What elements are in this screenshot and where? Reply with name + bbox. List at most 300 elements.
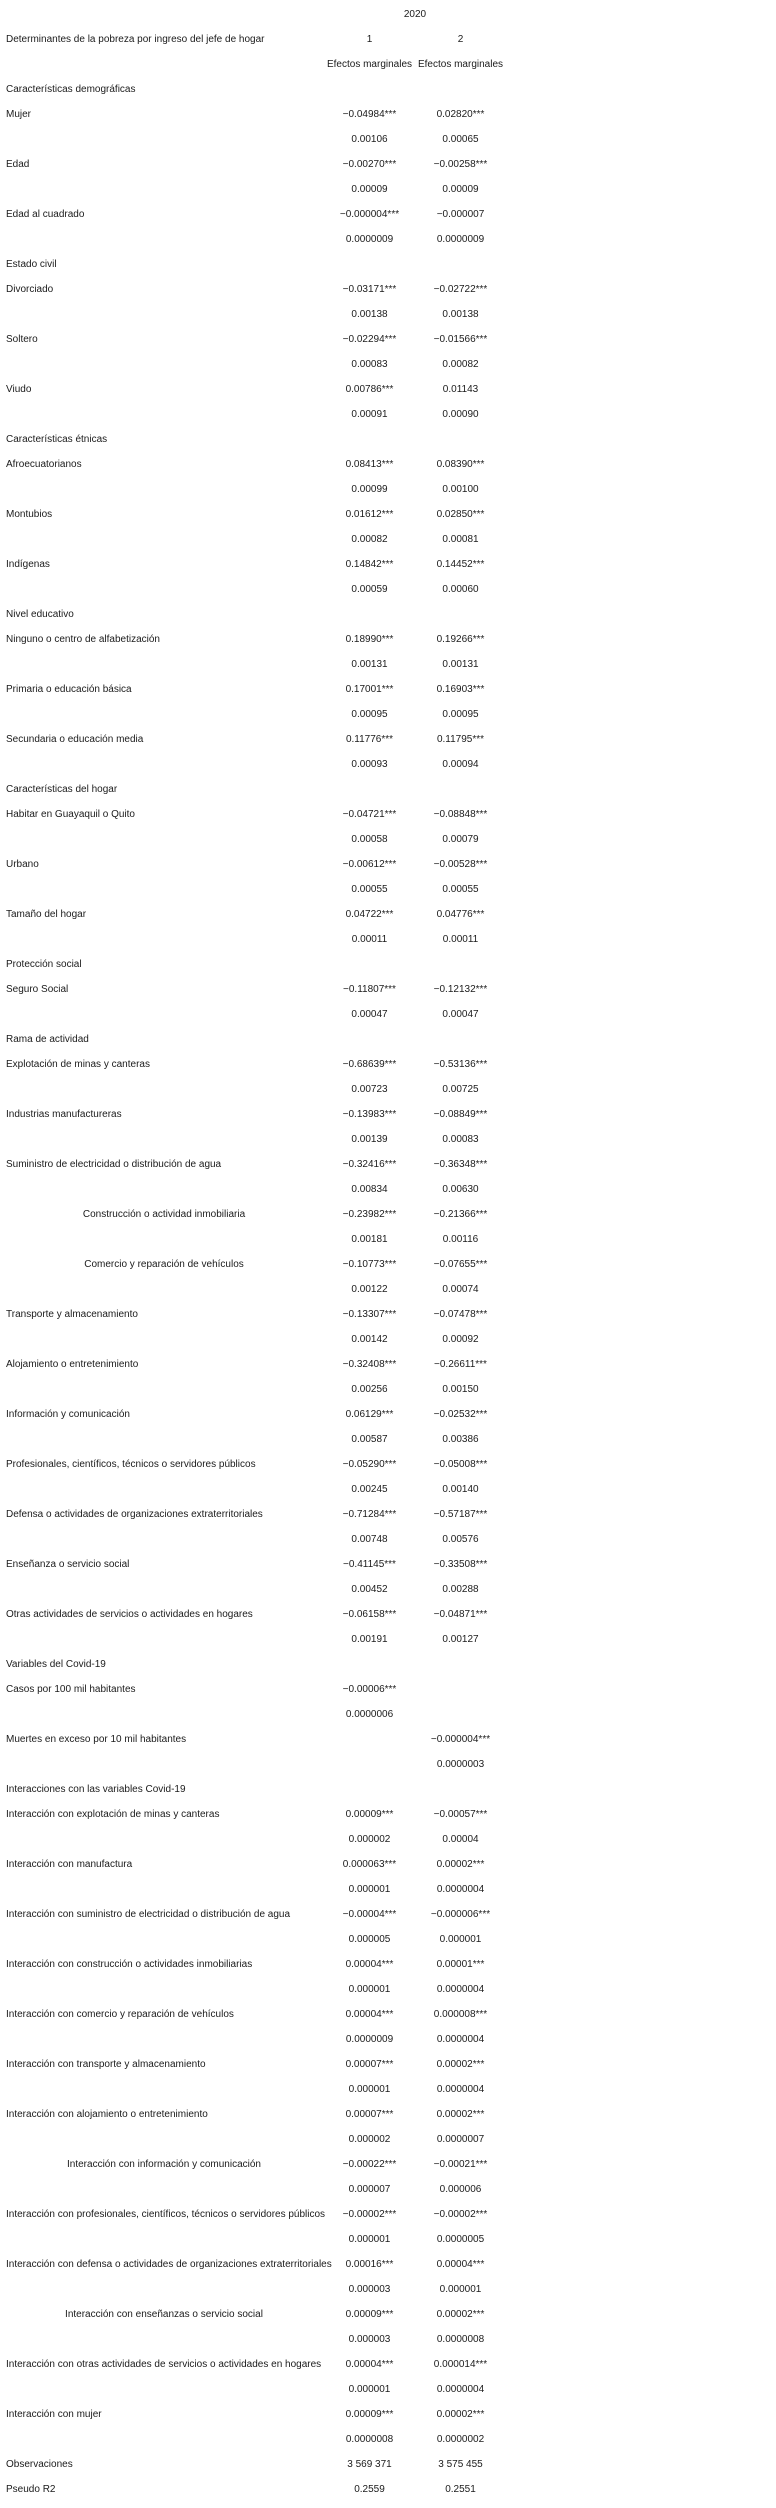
section-label: Variables del Covid-19 (6, 1659, 106, 1670)
coefficient-col2: 0.00002*** (436, 1859, 485, 1870)
standard-error-col1: 0.00256 (351, 1384, 388, 1395)
standard-error-row (4, 127, 506, 152)
variable-label: Interacción con mujer (6, 2409, 102, 2420)
coefficient-col2: 0.00001*** (436, 1959, 485, 1970)
coefficient-col2: −0.07655*** (433, 1259, 488, 1270)
standard-error-col2: 0.00081 (442, 534, 479, 545)
coefficient-col2: −0.21366*** (433, 1209, 488, 1220)
standard-error-col1: 0.0000008 (345, 2434, 394, 2445)
coefficient-col1: −0.41145*** (343, 1559, 396, 1570)
variable-label: Industrias manufactureras (6, 1109, 122, 1120)
standard-error-row (4, 2227, 506, 2252)
standard-error-col2: 0.00100 (442, 484, 479, 495)
standard-error-row (4, 2377, 506, 2402)
coefficient-col1: −0.06158*** (342, 1609, 397, 1620)
spacer-cell (4, 2027, 324, 2052)
variable-row (4, 102, 506, 127)
standard-error-col2: 0.00009 (442, 184, 479, 195)
standard-error-col2: 0.00090 (442, 409, 479, 420)
coefficient-col1: −0.00006*** (342, 1684, 397, 1695)
standard-error-row (4, 1277, 506, 1302)
spacer-cell (4, 1527, 324, 1552)
standard-error-col1: 0.00748 (351, 1534, 388, 1545)
column-subheader-row (4, 52, 506, 77)
standard-error-col1: 0.00093 (351, 759, 388, 770)
section-header-row (4, 1027, 506, 1052)
standard-error-row (4, 1002, 506, 1027)
standard-error-row (4, 1827, 506, 1852)
standard-error-row (4, 1527, 506, 1552)
standard-error-row (4, 877, 506, 902)
column-2-number: 2 (457, 34, 464, 45)
coefficient-col2: 0.02850*** (436, 509, 485, 520)
variable-label: Interacción con alojamiento o entretenimiento (6, 2109, 208, 2120)
section-label: Características del hogar (6, 784, 118, 795)
standard-error-col2: 0.00055 (442, 884, 479, 895)
results-table (4, 2, 506, 2502)
variable-row (4, 1202, 506, 1227)
variable-row (4, 727, 506, 752)
standard-error-row (4, 1477, 506, 1502)
standard-error-col1: 0.00099 (351, 484, 388, 495)
variable-label: Profesionales, científicos, técnicos o servidores públicos (6, 1459, 256, 1470)
variable-label: Interacción con defensa o actividades de organizaciones extraterritoriales (6, 2259, 332, 2270)
spacer-cell (4, 1127, 324, 1152)
standard-error-col1: 0.00131 (351, 659, 388, 670)
spacer-cell (4, 2177, 324, 2202)
spacer-cell (4, 177, 324, 202)
coefficient-col2: 0.04776*** (436, 909, 485, 920)
spacer-cell (4, 1477, 324, 1502)
spacer-cell (4, 2377, 324, 2402)
standard-error-col2: 0.00116 (442, 1234, 479, 1245)
coefficient-col1: 0.11776*** (345, 734, 394, 745)
coefficient-col2: −0.00258*** (433, 159, 488, 170)
spacer-cell (4, 2127, 324, 2152)
standard-error-col2: 0.00095 (442, 709, 479, 720)
coefficient-col1: 0.14842*** (345, 559, 394, 570)
coefficient-col1: 0.00004*** (345, 2009, 394, 2020)
standard-error-col2: 0.00576 (442, 1534, 479, 1545)
coefficient-col1: 0.00009*** (345, 2409, 394, 2420)
coefficient-col2: 0.01143 (442, 384, 479, 395)
variable-label: Interacción con enseñanzas o servicio social (65, 2309, 263, 2320)
variable-label: Habitar en Guayaquil o Quito (6, 809, 135, 820)
spacer-cell (4, 402, 324, 427)
standard-error-col2: 0.000001 (439, 2284, 482, 2295)
standard-error-col1: 0.00047 (351, 1009, 388, 1020)
spacer-cell (4, 302, 324, 327)
section-header-row (4, 952, 506, 977)
variable-row (4, 502, 506, 527)
spacer-cell (4, 2077, 324, 2102)
spacer-cell (4, 352, 324, 377)
coefficient-col2: 0.14452*** (436, 559, 485, 570)
coefficient-col1: −0.23982*** (342, 1209, 397, 1220)
section-header-row (4, 77, 506, 102)
variable-row (4, 2402, 506, 2427)
spacer-cell (4, 227, 324, 252)
spacer-cell (4, 1702, 324, 1727)
standard-error-row (4, 1327, 506, 1352)
variable-label: Comercio y reparación de vehículos (84, 1259, 244, 1270)
coefficient-col2: 0.08390*** (436, 459, 485, 470)
coefficient-col2: −0.57187*** (433, 1509, 488, 1520)
standard-error-col2: 0.00074 (442, 1284, 479, 1295)
variable-row (4, 1402, 506, 1427)
standard-error-col2: 0.00386 (442, 1434, 479, 1445)
spacer-cell (4, 1377, 324, 1402)
standard-error-row (4, 1227, 506, 1252)
standard-error-row (4, 2427, 506, 2452)
standard-error-row (4, 2027, 506, 2052)
spacer-cell (4, 1627, 324, 1652)
standard-error-col1: 0.00452 (351, 1584, 388, 1595)
variable-label: Transporte y almacenamiento (6, 1309, 138, 1320)
spacer-cell (4, 752, 324, 777)
coefficient-col2: −0.01566*** (433, 334, 488, 345)
section-label: Estado civil (6, 259, 57, 270)
variable-row (4, 1952, 506, 1977)
standard-error-col1: 0.00122 (351, 1284, 388, 1295)
variable-row (4, 377, 506, 402)
variable-label: Interacción con manufactura (6, 1859, 133, 1870)
variable-row (4, 2102, 506, 2127)
coefficient-col2: −0.07478*** (433, 1309, 488, 1320)
standard-error-row (4, 227, 506, 252)
standard-error-col2 (415, 1702, 506, 1727)
standard-error-col1 (324, 1752, 415, 1777)
coefficient-col1: −0.13307*** (342, 1309, 397, 1320)
variable-row (4, 1727, 506, 1752)
variable-label: Primaria o educación básica (6, 684, 132, 695)
standard-error-col1: 0.000001 (348, 2384, 391, 2395)
spacer-cell (4, 127, 324, 152)
coefficient-col2: −0.04871*** (433, 1609, 488, 1620)
coefficient-col1: 0.00004*** (345, 2359, 394, 2370)
spacer-cell (4, 827, 324, 852)
year-header-row (4, 2, 506, 27)
variable-row (4, 1552, 506, 1577)
standard-error-col2: 0.0000004 (436, 1884, 485, 1895)
standard-error-col2: 0.00138 (442, 309, 479, 320)
spacer-cell (4, 1277, 324, 1302)
standard-error-col1: 0.000001 (348, 1884, 391, 1895)
coefficient-col2: −0.05008*** (433, 1459, 488, 1470)
standard-error-row (4, 2277, 506, 2302)
standard-error-col2: 0.0000004 (436, 1984, 485, 1995)
coefficient-col2: 0.02820*** (436, 109, 485, 120)
section-label: Interacciones con las variables Covid-19 (6, 1784, 186, 1795)
variable-row (4, 327, 506, 352)
coefficient-col1: −0.00612*** (342, 859, 397, 870)
variable-row (4, 2252, 506, 2277)
coefficient-col1: 0.08413*** (345, 459, 394, 470)
standard-error-col2: 0.00725 (442, 1084, 479, 1095)
coefficient-col1: −0.68639*** (342, 1059, 397, 1070)
standard-error-col2: 0.00630 (442, 1184, 479, 1195)
statistic-col2: 0.2551 (445, 2484, 476, 2495)
table-body (4, 77, 506, 2502)
standard-error-col1: 0.00142 (351, 1334, 388, 1345)
coefficient-col1: −0.00022*** (342, 2159, 397, 2170)
standard-error-col1: 0.00723 (351, 1084, 388, 1095)
standard-error-row (4, 352, 506, 377)
column-1-subheader: Efectos marginales (326, 59, 413, 70)
coefficient-col2: −0.00528*** (433, 859, 488, 870)
standard-error-row (4, 1177, 506, 1202)
standard-error-col1: 0.00091 (351, 409, 388, 420)
standard-error-col1: 0.00834 (351, 1184, 388, 1195)
variable-label: Alojamiento o entretenimiento (6, 1359, 139, 1370)
coefficient-col1: −0.13983*** (342, 1109, 397, 1120)
standard-error-col1: 0.000003 (348, 2284, 391, 2295)
coefficient-col2 (415, 1677, 506, 1702)
variable-row (4, 1352, 506, 1377)
coefficient-col2: 0.00002*** (436, 2109, 485, 2120)
spacer-cell (4, 1827, 324, 1852)
spacer-cell (4, 577, 324, 602)
coefficient-col2: 0.000014*** (433, 2359, 488, 2370)
variable-row (4, 2302, 506, 2327)
section-label: Características demográficas (6, 84, 136, 95)
variable-label: Muertes en exceso por 10 mil habitantes (6, 1734, 187, 1745)
standard-error-col1: 0.00191 (351, 1634, 388, 1645)
coefficient-col1: −0.04984*** (342, 109, 397, 120)
standard-error-col1: 0.00181 (351, 1234, 388, 1245)
variable-label: Interacción con construcción o actividades inmobiliarias (6, 1959, 253, 1970)
variable-row (4, 277, 506, 302)
standard-error-col2: 0.00004 (442, 1834, 479, 1845)
standard-error-col2: 0.0000005 (436, 2234, 485, 2245)
spacer-cell (4, 1327, 324, 1352)
coefficient-col1: −0.04721*** (342, 809, 397, 820)
standard-error-col1: 0.00138 (351, 309, 388, 320)
standard-error-col1: 0.0000009 (345, 2034, 394, 2045)
variable-row (4, 1502, 506, 1527)
variable-row (4, 1677, 506, 1702)
spacer-cell (4, 702, 324, 727)
section-label: Nivel educativo (6, 609, 74, 620)
standard-error-row (4, 927, 506, 952)
coefficient-col1: 0.06129*** (345, 1409, 394, 1420)
variable-row (4, 852, 506, 877)
section-header-row (4, 427, 506, 452)
variable-label: Casos por 100 mil habitantes (6, 1684, 136, 1695)
variable-row (4, 977, 506, 1002)
standard-error-col2: 0.000001 (439, 1934, 482, 1945)
standard-error-col1: 0.00055 (351, 884, 388, 895)
coefficient-col2: 0.000008*** (433, 2009, 488, 2020)
standard-error-col1: 0.00058 (351, 834, 388, 845)
variable-label: Construcción o actividad inmobiliaria (82, 1209, 246, 1220)
variable-label: Urbano (6, 859, 39, 870)
standard-error-col2: 0.0000004 (436, 2384, 485, 2395)
variable-row (4, 2052, 506, 2077)
standard-error-col2: 0.00065 (442, 134, 479, 145)
variable-label: Edad al cuadrado (6, 209, 85, 220)
standard-error-row (4, 1377, 506, 1402)
standard-error-row (4, 652, 506, 677)
standard-error-col1: 0.00009 (351, 184, 388, 195)
variable-row (4, 2002, 506, 2027)
variable-row (4, 452, 506, 477)
coefficient-col2: 0.00002*** (436, 2409, 485, 2420)
coefficient-col2: −0.36348*** (433, 1159, 488, 1170)
variable-label: Tamaño del hogar (6, 909, 87, 920)
spacer-cell (4, 527, 324, 552)
variable-label: Información y comunicación (6, 1409, 130, 1420)
statistic-col2: 3 575 455 (438, 2459, 483, 2470)
coefficient-col1: 0.00004*** (345, 1959, 394, 1970)
coefficient-col2: −0.33508*** (433, 1559, 488, 1570)
statistic-label: Pseudo R2 (6, 2484, 56, 2495)
variable-row (4, 2202, 506, 2227)
section-label: Rama de actividad (6, 1034, 89, 1045)
standard-error-col1: 0.00083 (351, 359, 388, 370)
standard-error-col2: 0.000006 (439, 2184, 482, 2195)
coefficient-col1: 0.00007*** (345, 2109, 394, 2120)
variable-label: Enseñanza o servicio social (6, 1559, 130, 1570)
variable-row (4, 1052, 506, 1077)
spacer-cell (4, 927, 324, 952)
spacer-cell (4, 652, 324, 677)
coefficient-col1: −0.32416*** (342, 1159, 397, 1170)
standard-error-row (4, 1627, 506, 1652)
variable-label: Defensa o actividades de organizaciones extraterritoriales (6, 1509, 263, 1520)
variable-label: Interacción con comercio y reparación de vehículos (6, 2009, 234, 2020)
coefficient-col2: −0.08848*** (433, 809, 488, 820)
coefficient-col1: −0.71284*** (342, 1509, 397, 1520)
column-number-row (4, 27, 506, 52)
standard-error-row (4, 577, 506, 602)
section-header-row (4, 602, 506, 627)
spacer-cell (4, 2227, 324, 2252)
coefficient-col2: 0.19266*** (436, 634, 485, 645)
standard-error-col1: 0.00082 (351, 534, 388, 545)
variable-label: Ninguno o centro de alfabetización (6, 634, 160, 645)
coefficient-col2: 0.16903*** (436, 684, 485, 695)
coefficient-col2: −0.000007 (436, 209, 485, 220)
standard-error-col1: 0.00106 (351, 134, 388, 145)
variable-row (4, 1902, 506, 1927)
variable-label: Interacción con transporte y almacenamiento (6, 2059, 206, 2070)
coefficient-col1: −0.03171*** (342, 284, 397, 295)
coefficient-col1: 0.00786*** (345, 384, 394, 395)
variable-row (4, 2352, 506, 2377)
variable-row (4, 677, 506, 702)
table-title: Determinantes de la pobreza por ingreso del jefe de hogar (6, 34, 265, 45)
variable-label: Indígenas (6, 559, 50, 570)
variable-row (4, 552, 506, 577)
standard-error-row (4, 752, 506, 777)
standard-error-row (4, 1577, 506, 1602)
coefficient-col2: −0.26611*** (434, 1359, 487, 1370)
statistic-row (4, 2477, 506, 2502)
standard-error-col1: 0.000001 (348, 2234, 391, 2245)
coefficient-col2: 0.00002*** (436, 2309, 485, 2320)
coefficient-col1 (324, 1727, 415, 1752)
standard-error-col2: 0.00011 (442, 934, 479, 945)
coefficient-col1: 0.01612*** (345, 509, 394, 520)
column-2-subheader: Efectos marginales (417, 59, 504, 70)
variable-label: Afroecuatorianos (6, 459, 82, 470)
standard-error-col2: 0.0000007 (436, 2134, 485, 2145)
variable-row (4, 1102, 506, 1127)
coefficient-col2: −0.00002*** (433, 2209, 488, 2220)
standard-error-row (4, 702, 506, 727)
coefficient-col1: 0.00009*** (345, 1809, 394, 1820)
variable-row (4, 202, 506, 227)
standard-error-col1: 0.00245 (351, 1484, 388, 1495)
variable-label: Suministro de electricidad o distribución de agua (6, 1159, 222, 1170)
variable-row (4, 1152, 506, 1177)
standard-error-col1: 0.0000006 (345, 1709, 394, 1720)
standard-error-col1: 0.000007 (348, 2184, 391, 2195)
spacer-cell (4, 2427, 324, 2452)
variable-label: Mujer (6, 109, 32, 120)
variable-label: Interacción con otras actividades de servicios o actividades en hogares (6, 2359, 322, 2370)
spacer-cell (4, 1002, 324, 1027)
standard-error-col1: 0.00059 (351, 584, 388, 595)
year-header: 2020 (403, 9, 427, 20)
coefficient-col1: 0.04722*** (345, 909, 394, 920)
variable-label: Explotación de minas y canteras (6, 1059, 150, 1070)
standard-error-col2: 0.00127 (442, 1634, 479, 1645)
standard-error-row (4, 2127, 506, 2152)
coefficient-col1: 0.00016*** (345, 2259, 394, 2270)
standard-error-col1: 0.00011 (351, 934, 388, 945)
standard-error-row (4, 1427, 506, 1452)
standard-error-row (4, 2177, 506, 2202)
variable-label: Interacción con suministro de electricidad o distribución de agua (6, 1909, 291, 1920)
coefficient-col2: −0.000006*** (430, 1909, 491, 1920)
variable-label: Seguro Social (6, 984, 69, 995)
standard-error-row (4, 1752, 506, 1777)
standard-error-row (4, 1877, 506, 1902)
standard-error-col2: 0.0000009 (436, 234, 485, 245)
standard-error-col1: 0.00139 (351, 1134, 388, 1145)
standard-error-col2: 0.00131 (442, 659, 479, 670)
statistic-label: Observaciones (6, 2459, 73, 2470)
coefficient-col1: −0.10773*** (342, 1259, 397, 1270)
standard-error-col2: 0.00094 (442, 759, 479, 770)
spacer-cell (4, 1177, 324, 1202)
variable-label: Interacción con profesionales, científicos, técnicos o servidores públicos (6, 2209, 326, 2220)
standard-error-row (4, 477, 506, 502)
variable-row (4, 627, 506, 652)
spacer-cell (4, 1977, 324, 2002)
standard-error-col1: 0.00095 (351, 709, 388, 720)
spacer-cell (4, 2327, 324, 2352)
coefficient-col1: −0.11807*** (343, 984, 396, 995)
variable-row (4, 1602, 506, 1627)
statistic-col1: 0.2559 (354, 2484, 385, 2495)
section-header-row (4, 1652, 506, 1677)
standard-error-row (4, 1127, 506, 1152)
standard-error-row (4, 302, 506, 327)
spacer-cell (4, 52, 324, 77)
standard-error-col2: 0.00060 (442, 584, 479, 595)
standard-error-col2: 0.00082 (442, 359, 479, 370)
coefficient-col1: 0.00007*** (345, 2059, 394, 2070)
variable-row (4, 1802, 506, 1827)
standard-error-col2: 0.0000004 (436, 2084, 485, 2095)
variable-row (4, 1852, 506, 1877)
coefficient-col1: −0.02294*** (342, 334, 397, 345)
variable-label: Soltero (6, 334, 38, 345)
standard-error-col2: 0.00092 (442, 1334, 479, 1345)
